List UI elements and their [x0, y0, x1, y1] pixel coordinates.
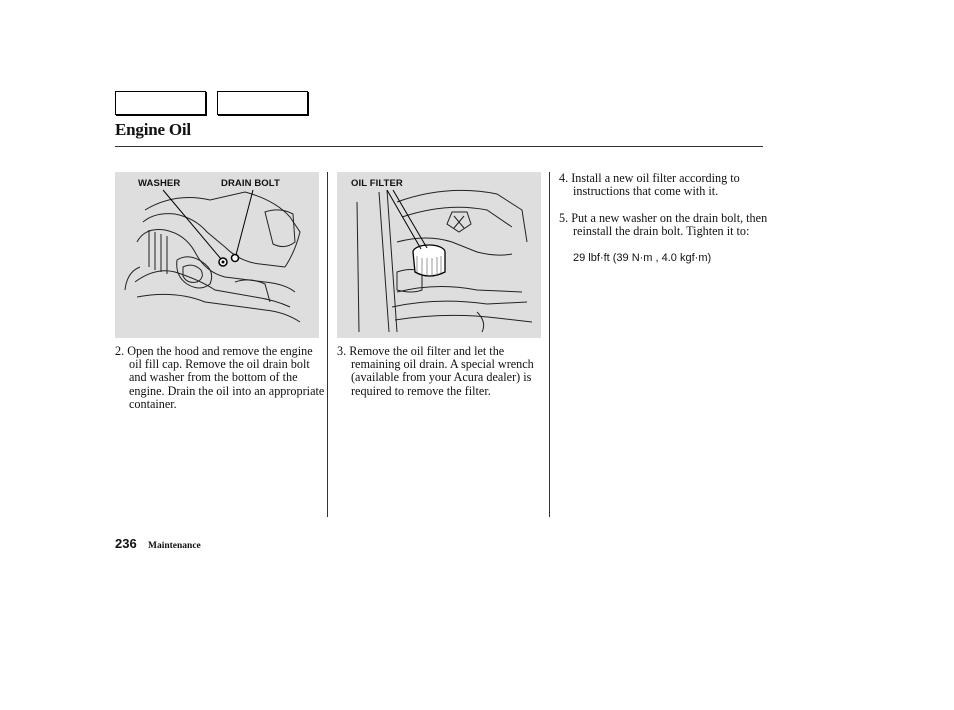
step-3-text: 3. Remove the oil filter and let the remaining oil drain. A special wrench (available from your Acura dealer) is required to remove the filter.	[337, 344, 534, 398]
washer-callout: WASHER	[138, 178, 181, 189]
header-tab-box-right	[217, 91, 308, 115]
page-title: Engine Oil	[115, 120, 191, 139]
page-number: 236	[115, 536, 137, 551]
column-divider-2	[549, 172, 550, 517]
step-5-text: 5. Put a new washer on the drain bolt, then reinstall the drain bolt. Tighten it to:	[559, 211, 768, 239]
oil-filter-illustration	[337, 172, 541, 338]
section-name: Maintenance	[148, 541, 201, 551]
title-rule	[115, 146, 763, 147]
header-tab-box-left	[115, 91, 206, 115]
oil-filter-drawing	[337, 172, 541, 338]
column-divider-1	[327, 172, 328, 517]
step-2-text: 2. Open the hood and remove the engine oil fill cap. Remove the oil drain bolt and washer from the bottom of the engine. Drain the oil into an appropriate container.	[115, 344, 325, 411]
oil-filter-callout: OIL FILTER	[351, 178, 403, 189]
drain-bolt-callout: DRAIN BOLT	[221, 178, 280, 189]
drain-bolt-drawing	[115, 172, 319, 338]
torque-spec: 29 lbf·ft (39 N·m , 4.0 kgf·m)	[573, 252, 712, 264]
drain-bolt-illustration	[115, 172, 319, 338]
step-4-text: 4. Install a new oil filter according to instructions that come with it.	[559, 171, 740, 199]
